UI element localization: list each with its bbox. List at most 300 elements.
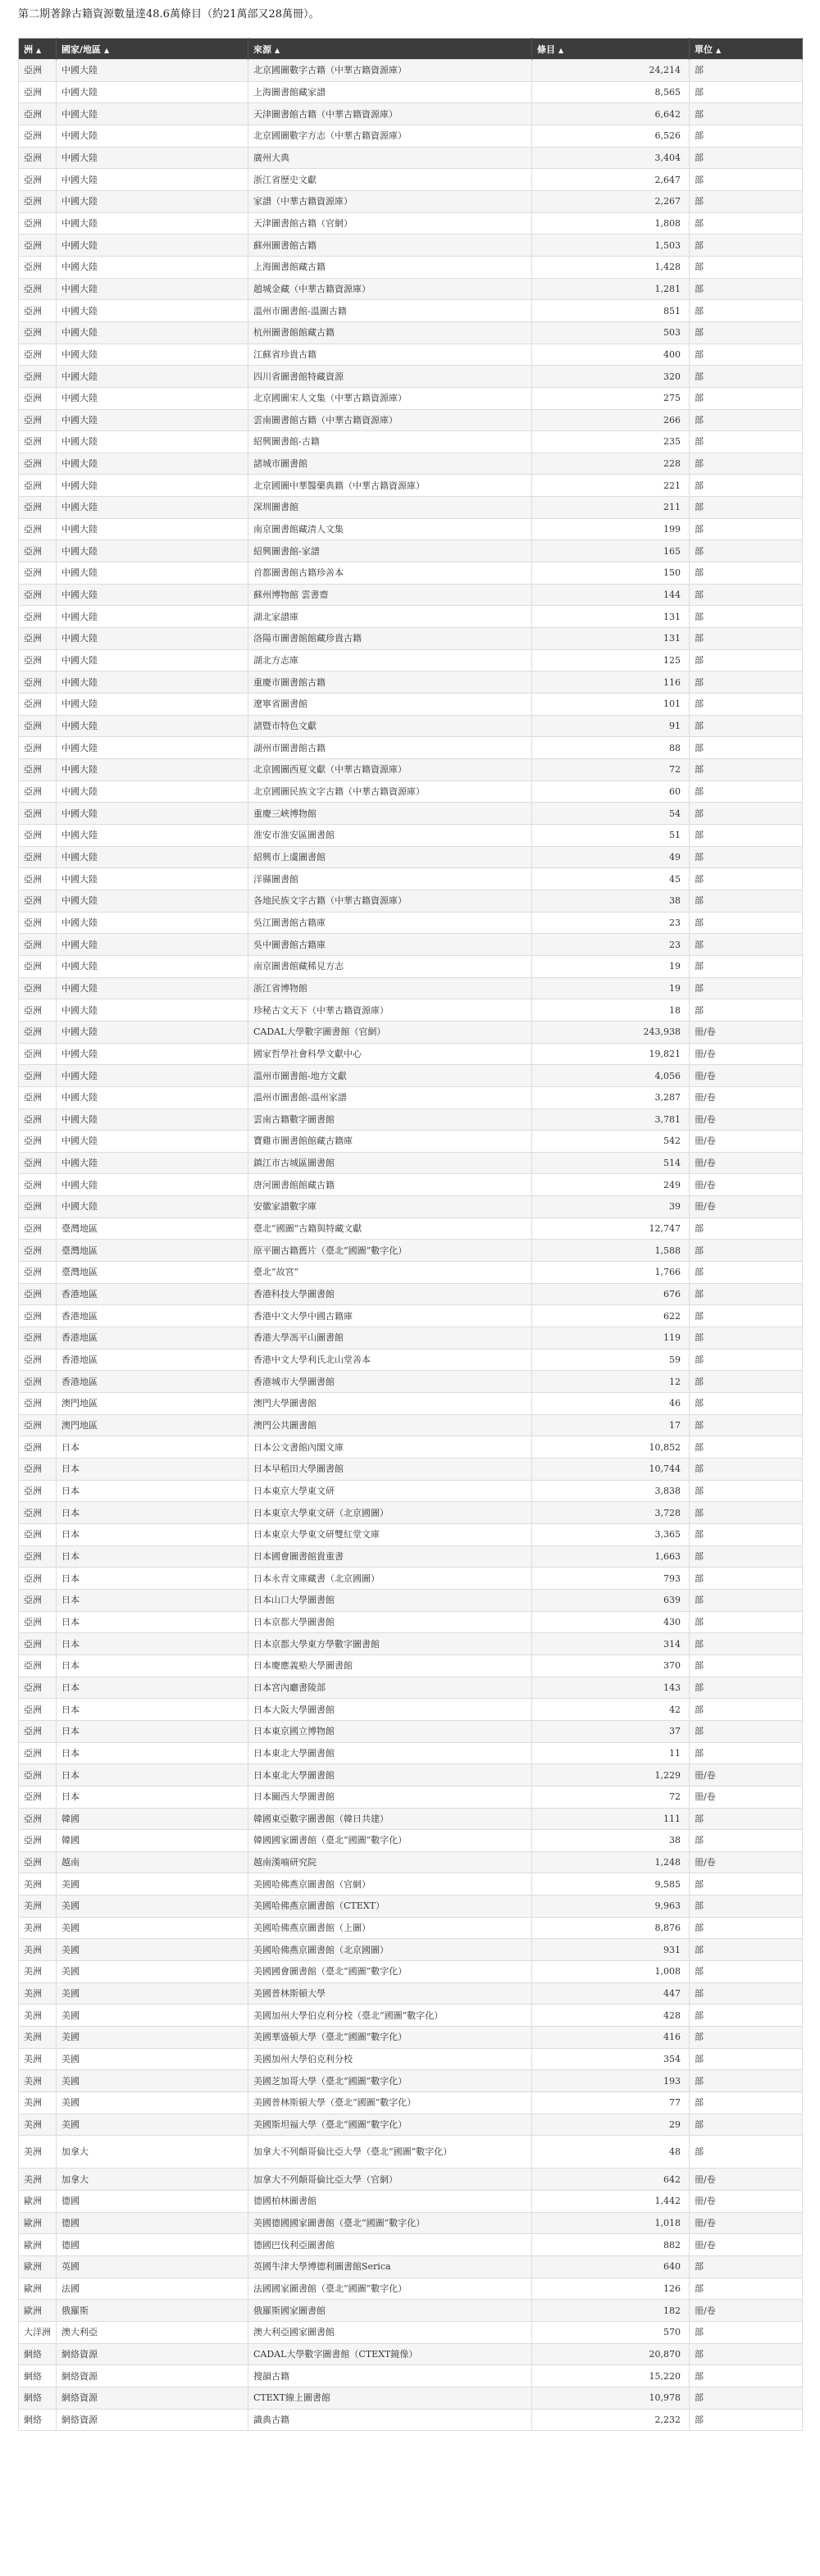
table-row xyxy=(19,2212,803,2234)
table-row xyxy=(19,1196,803,1218)
cell-count: 1,008 xyxy=(532,1961,690,1983)
table-row xyxy=(19,1174,803,1196)
cell-continent: 亞洲 xyxy=(19,1786,57,1808)
cell-region: 中國大陸 xyxy=(57,562,248,585)
cell-region: 美國 xyxy=(57,2114,248,2136)
cell-continent: 亞洲 xyxy=(19,628,57,650)
cell-region: 中國大陸 xyxy=(57,934,248,956)
cell-count: 275 xyxy=(532,387,690,409)
cell-count: 2,232 xyxy=(532,2409,690,2431)
cell-region: 法國 xyxy=(57,2278,248,2300)
cell-unit: 冊/卷 xyxy=(690,1131,803,1153)
cell-unit: 部 xyxy=(690,366,803,388)
cell-unit: 部 xyxy=(690,256,803,278)
table-row xyxy=(19,1786,803,1808)
table-row xyxy=(19,912,803,934)
column-header-count[interactable] xyxy=(532,39,690,60)
column-header-source[interactable] xyxy=(248,39,532,60)
cell-unit: 部 xyxy=(690,125,803,147)
cell-region: 德國 xyxy=(57,2212,248,2234)
table-row xyxy=(19,2092,803,2114)
sort-icon: ▲ xyxy=(104,46,110,54)
cell-unit: 部 xyxy=(690,300,803,322)
cell-count: 6,526 xyxy=(532,125,690,147)
cell-source: 雲南圖書館古籍（中華古籍資源庫） xyxy=(248,409,532,431)
cell-unit: 部 xyxy=(690,781,803,803)
cell-count: 3,728 xyxy=(532,1502,690,1524)
cell-continent: 亞洲 xyxy=(19,1699,57,1721)
table-row xyxy=(19,803,803,825)
cell-continent: 美洲 xyxy=(19,2092,57,2114)
cell-unit: 部 xyxy=(690,1830,803,1852)
cell-unit: 部 xyxy=(690,1480,803,1502)
table-row xyxy=(19,562,803,585)
cell-count: 45 xyxy=(532,868,690,890)
cell-count: 8,876 xyxy=(532,1917,690,1939)
table-row xyxy=(19,366,803,388)
column-header-region[interactable] xyxy=(57,39,248,60)
cell-region: 德國 xyxy=(57,2234,248,2256)
cell-source: 日本慶應義塾大學圖書館 xyxy=(248,1654,532,1677)
cell-count: 9,585 xyxy=(532,1873,690,1896)
sort-icon: ▲ xyxy=(36,46,42,54)
cell-source: 洋縣圖書館 xyxy=(248,868,532,890)
cell-unit: 部 xyxy=(690,2409,803,2431)
cell-unit: 部 xyxy=(690,671,803,694)
cell-continent: 亞洲 xyxy=(19,103,57,125)
cell-source: 湖州市圖書館古籍 xyxy=(248,737,532,759)
cell-source: 重慶市圖書館古籍 xyxy=(248,671,532,694)
cell-unit: 部 xyxy=(690,649,803,671)
cell-count: 249 xyxy=(532,1174,690,1196)
cell-unit: 部 xyxy=(690,846,803,868)
cell-count: 126 xyxy=(532,2278,690,2300)
cell-unit: 部 xyxy=(690,562,803,585)
cell-source: 美國加州大學伯克利分校（臺北“國圖”數字化） xyxy=(248,2005,532,2027)
cell-source: 四川省圖書館特藏資源 xyxy=(248,366,532,388)
cell-source: 浙江省博物館 xyxy=(248,977,532,999)
table-row xyxy=(19,1108,803,1131)
cell-source: 加拿大不列顛哥倫比亞大學（官網） xyxy=(248,2169,532,2191)
cell-region: 澳大利亞 xyxy=(57,2321,248,2343)
cell-source: 日本公文書館內閣文庫 xyxy=(248,1436,532,1459)
table-row xyxy=(19,2005,803,2027)
cell-unit: 部 xyxy=(690,1414,803,1436)
cell-continent: 亞洲 xyxy=(19,694,57,716)
cell-source: 江蘇省珍貴古籍 xyxy=(248,344,532,366)
cell-continent: 亞洲 xyxy=(19,1065,57,1087)
cell-source: 家譜（中華古籍資源庫） xyxy=(248,190,532,212)
cell-count: 37 xyxy=(532,1720,690,1742)
table-row xyxy=(19,1327,803,1349)
cell-continent: 網絡 xyxy=(19,2387,57,2409)
cell-source: 日本東京大學東文研雙紅堂文庫 xyxy=(248,1523,532,1545)
cell-source: 重慶三峽博物館 xyxy=(248,803,532,825)
cell-count: 42 xyxy=(532,1699,690,1721)
cell-region: 日本 xyxy=(57,1786,248,1808)
cell-region: 中國大陸 xyxy=(57,497,248,519)
table-row xyxy=(19,1283,803,1305)
cell-unit: 部 xyxy=(690,2255,803,2278)
cell-region: 德國 xyxy=(57,2191,248,2213)
cell-region: 中國大陸 xyxy=(57,955,248,977)
cell-unit: 部 xyxy=(690,1808,803,1830)
cell-region: 中國大陸 xyxy=(57,321,248,344)
cell-unit: 冊/卷 xyxy=(690,1851,803,1873)
cell-source: 珍秘古文天下（中華古籍資源庫） xyxy=(248,999,532,1022)
cell-source: 澳大利亞國家圖書館 xyxy=(248,2321,532,2343)
cell-region: 網絡資源 xyxy=(57,2365,248,2387)
cell-unit: 部 xyxy=(690,1677,803,1699)
table-row xyxy=(19,824,803,846)
cell-continent: 美洲 xyxy=(19,1939,57,1961)
table-row xyxy=(19,453,803,475)
cell-unit: 部 xyxy=(690,1589,803,1611)
sort-icon: ▲ xyxy=(275,46,280,54)
cell-count: 38 xyxy=(532,890,690,912)
table-row xyxy=(19,1480,803,1502)
cell-continent: 亞洲 xyxy=(19,1677,57,1699)
table-row xyxy=(19,1939,803,1961)
cell-unit: 冊/卷 xyxy=(690,1086,803,1108)
cell-count: 125 xyxy=(532,649,690,671)
table-row xyxy=(19,737,803,759)
table-row xyxy=(19,1851,803,1873)
cell-count: 1,229 xyxy=(532,1764,690,1786)
cell-source: 臺北“故宮” xyxy=(248,1262,532,1284)
cell-unit: 冊/卷 xyxy=(690,2234,803,2256)
cell-source: 蘇州博物館 雲書齋 xyxy=(248,584,532,606)
cell-unit: 部 xyxy=(690,890,803,912)
cell-unit: 冊/卷 xyxy=(690,1764,803,1786)
table-row xyxy=(19,584,803,606)
cell-region: 中國大陸 xyxy=(57,1108,248,1131)
cell-count: 8,565 xyxy=(532,81,690,103)
cell-unit: 部 xyxy=(690,1568,803,1590)
cell-source: 北京國圖宋人文集（中華古籍資源庫） xyxy=(248,387,532,409)
cell-source: 北京國圖西夏文獻（中華古籍資源庫） xyxy=(248,759,532,781)
cell-source: 雲南古籍數字圖書館 xyxy=(248,1108,532,1131)
table-row xyxy=(19,234,803,257)
cell-count: 193 xyxy=(532,2070,690,2092)
table-row xyxy=(19,387,803,409)
table-row xyxy=(19,2114,803,2136)
cell-count: 354 xyxy=(532,2048,690,2070)
cell-region: 中國大陸 xyxy=(57,1152,248,1174)
table-row xyxy=(19,1459,803,1481)
cell-region: 加拿大 xyxy=(57,2136,248,2169)
cell-source: 美國哈佛燕京圖書館（北京國圖） xyxy=(248,1939,532,1961)
cell-continent: 亞洲 xyxy=(19,1720,57,1742)
cell-continent: 亞洲 xyxy=(19,584,57,606)
table-row xyxy=(19,2070,803,2092)
cell-count: 400 xyxy=(532,344,690,366)
cell-count: 6,642 xyxy=(532,103,690,125)
table-row xyxy=(19,169,803,191)
table-row xyxy=(19,1982,803,2005)
cell-count: 639 xyxy=(532,1589,690,1611)
table-row xyxy=(19,628,803,650)
cell-continent: 美洲 xyxy=(19,2114,57,2136)
cell-region: 美國 xyxy=(57,1873,248,1896)
cell-source: 美國普林斯頓大學 xyxy=(248,1982,532,2005)
cell-region: 中國大陸 xyxy=(57,977,248,999)
cell-continent: 亞洲 xyxy=(19,1349,57,1371)
cell-count: 10,744 xyxy=(532,1459,690,1481)
cell-region: 中國大陸 xyxy=(57,737,248,759)
cell-unit: 部 xyxy=(690,1262,803,1284)
table-row xyxy=(19,1896,803,1918)
cell-unit: 部 xyxy=(690,1720,803,1742)
cell-count: 72 xyxy=(532,1786,690,1808)
cell-region: 中國大陸 xyxy=(57,212,248,234)
cell-unit: 部 xyxy=(690,1371,803,1393)
cell-source: 日本東京大學東文研 xyxy=(248,1480,532,1502)
cell-continent: 亞洲 xyxy=(19,671,57,694)
cell-region: 中國大陸 xyxy=(57,103,248,125)
cell-region: 中國大陸 xyxy=(57,584,248,606)
cell-unit: 部 xyxy=(690,497,803,519)
cell-region: 中國大陸 xyxy=(57,1021,248,1043)
cell-continent: 亞洲 xyxy=(19,1152,57,1174)
cell-unit: 部 xyxy=(690,2005,803,2027)
table-row xyxy=(19,2300,803,2322)
cell-unit: 部 xyxy=(690,1459,803,1481)
cell-region: 網絡資源 xyxy=(57,2343,248,2365)
column-header-continent[interactable] xyxy=(19,39,57,60)
table-row xyxy=(19,2365,803,2387)
cell-count: 101 xyxy=(532,694,690,716)
cell-region: 中國大陸 xyxy=(57,1043,248,1065)
cell-count: 116 xyxy=(532,671,690,694)
cell-source: 溫州市圖書館-溫圖古籍 xyxy=(248,300,532,322)
cell-continent: 亞洲 xyxy=(19,1174,57,1196)
column-header-label: 來源 xyxy=(253,43,271,55)
cell-count: 23 xyxy=(532,912,690,934)
cell-unit: 部 xyxy=(690,1873,803,1896)
cell-source: 日本早稻田大學圖書館 xyxy=(248,1459,532,1481)
cell-region: 中國大陸 xyxy=(57,628,248,650)
cell-count: 3,365 xyxy=(532,1523,690,1545)
cell-source: 識典古籍 xyxy=(248,2409,532,2431)
cell-continent: 亞洲 xyxy=(19,1371,57,1393)
cell-count: 1,808 xyxy=(532,212,690,234)
cell-region: 中國大陸 xyxy=(57,234,248,257)
table-row xyxy=(19,781,803,803)
table-row xyxy=(19,1436,803,1459)
table-row xyxy=(19,431,803,453)
cell-unit: 部 xyxy=(690,737,803,759)
cell-region: 中國大陸 xyxy=(57,540,248,562)
cell-continent: 亞洲 xyxy=(19,868,57,890)
cell-continent: 亞洲 xyxy=(19,562,57,585)
table-row xyxy=(19,1699,803,1721)
cell-region: 香港地區 xyxy=(57,1305,248,1327)
cell-source: 澳門公共圖書館 xyxy=(248,1414,532,1436)
cell-continent: 亞洲 xyxy=(19,453,57,475)
table-row xyxy=(19,955,803,977)
cell-source: 日本京都大學東方學數字圖書館 xyxy=(248,1633,532,1655)
cell-unit: 冊/卷 xyxy=(690,1786,803,1808)
cell-unit: 部 xyxy=(690,694,803,716)
cell-unit: 冊/卷 xyxy=(690,1065,803,1087)
cell-count: 931 xyxy=(532,1939,690,1961)
table-row xyxy=(19,1065,803,1087)
cell-unit: 部 xyxy=(690,999,803,1022)
table-row xyxy=(19,2321,803,2343)
cell-continent: 亞洲 xyxy=(19,1808,57,1830)
cell-unit: 部 xyxy=(690,540,803,562)
cell-region: 日本 xyxy=(57,1699,248,1721)
table-row xyxy=(19,103,803,125)
cell-continent: 亞洲 xyxy=(19,387,57,409)
cell-continent: 亞洲 xyxy=(19,1305,57,1327)
cell-continent: 亞洲 xyxy=(19,1545,57,1568)
cell-count: 77 xyxy=(532,2092,690,2114)
cell-count: 131 xyxy=(532,606,690,628)
cell-count: 447 xyxy=(532,1982,690,2005)
cell-region: 美國 xyxy=(57,2027,248,2049)
cell-source: 香港大學馮平山圖書館 xyxy=(248,1327,532,1349)
cell-unit: 部 xyxy=(690,2387,803,2409)
cell-count: 570 xyxy=(532,2321,690,2343)
cell-region: 美國 xyxy=(57,2070,248,2092)
cell-continent: 亞洲 xyxy=(19,1262,57,1284)
table-row xyxy=(19,1545,803,1568)
table-row xyxy=(19,868,803,890)
cell-unit: 部 xyxy=(690,1742,803,1764)
cell-count: 640 xyxy=(532,2255,690,2278)
cell-region: 臺灣地區 xyxy=(57,1240,248,1262)
cell-count: 119 xyxy=(532,1327,690,1349)
cell-count: 266 xyxy=(532,409,690,431)
cell-source: 溫州市圖書館-地方文獻 xyxy=(248,1065,532,1087)
cell-count: 3,287 xyxy=(532,1086,690,1108)
cell-continent: 亞洲 xyxy=(19,256,57,278)
table-row xyxy=(19,1240,803,1262)
cell-count: 2,647 xyxy=(532,169,690,191)
table-row xyxy=(19,2255,803,2278)
cell-region: 俄羅斯 xyxy=(57,2300,248,2322)
cell-continent: 亞洲 xyxy=(19,1633,57,1655)
cell-count: 38 xyxy=(532,1830,690,1852)
cell-source: 日本永青文庫藏書（北京國圖） xyxy=(248,1568,532,1590)
cell-region: 日本 xyxy=(57,1436,248,1459)
cell-count: 1,248 xyxy=(532,1851,690,1873)
cell-continent: 亞洲 xyxy=(19,147,57,169)
cell-region: 中國大陸 xyxy=(57,912,248,934)
cell-count: 199 xyxy=(532,518,690,540)
cell-source: 南京圖書館藏稀見方志 xyxy=(248,955,532,977)
cell-unit: 部 xyxy=(690,977,803,999)
cell-continent: 亞洲 xyxy=(19,300,57,322)
table-row xyxy=(19,671,803,694)
cell-unit: 部 xyxy=(690,190,803,212)
cell-count: 15,220 xyxy=(532,2365,690,2387)
cell-source: 唐河圖書館館藏古籍 xyxy=(248,1174,532,1196)
cell-count: 514 xyxy=(532,1152,690,1174)
cell-region: 中國大陸 xyxy=(57,300,248,322)
cell-unit: 部 xyxy=(690,475,803,497)
table-row xyxy=(19,1654,803,1677)
cell-region: 中國大陸 xyxy=(57,60,248,82)
cell-source: 首都圖書館古籍珍善本 xyxy=(248,562,532,585)
column-header-unit[interactable] xyxy=(690,39,803,60)
cell-continent: 網絡 xyxy=(19,2365,57,2387)
table-row xyxy=(19,475,803,497)
table-row xyxy=(19,212,803,234)
cell-source: 鎮江市古城區圖書館 xyxy=(248,1152,532,1174)
cell-continent: 亞洲 xyxy=(19,431,57,453)
cell-source: 湖北方志庫 xyxy=(248,649,532,671)
cell-unit: 部 xyxy=(690,1240,803,1262)
cell-unit: 部 xyxy=(690,147,803,169)
cell-source: 美國國會圖書館（臺北“國圖”數字化） xyxy=(248,1961,532,1983)
cell-continent: 歐洲 xyxy=(19,2212,57,2234)
cell-count: 9,963 xyxy=(532,1896,690,1918)
cell-source: 日本山口大學圖書館 xyxy=(248,1589,532,1611)
cell-count: 4,056 xyxy=(532,1065,690,1087)
cell-region: 中國大陸 xyxy=(57,759,248,781)
table-row xyxy=(19,2169,803,2191)
table-row xyxy=(19,147,803,169)
cell-unit: 部 xyxy=(690,2321,803,2343)
cell-continent: 亞洲 xyxy=(19,1851,57,1873)
cell-count: 211 xyxy=(532,497,690,519)
cell-continent: 亞洲 xyxy=(19,212,57,234)
cell-region: 網絡資源 xyxy=(57,2409,248,2431)
cell-continent: 亞洲 xyxy=(19,1502,57,1524)
sort-icon: ▲ xyxy=(558,46,564,54)
cell-continent: 亞洲 xyxy=(19,1283,57,1305)
cell-region: 香港地區 xyxy=(57,1283,248,1305)
cell-continent: 亞洲 xyxy=(19,540,57,562)
cell-region: 臺灣地區 xyxy=(57,1262,248,1284)
table-row xyxy=(19,1086,803,1108)
cell-count: 19,821 xyxy=(532,1043,690,1065)
cell-source: 美國普林斯頓大學（臺北“國圖”數字化） xyxy=(248,2092,532,2114)
cell-region: 網絡資源 xyxy=(57,2387,248,2409)
cell-source: 臺北“國圖”古籍與特藏文獻 xyxy=(248,1217,532,1240)
table-row xyxy=(19,1742,803,1764)
cell-continent: 亞洲 xyxy=(19,1131,57,1153)
table-row xyxy=(19,409,803,431)
cell-unit: 部 xyxy=(690,81,803,103)
cell-unit: 部 xyxy=(690,1699,803,1721)
sort-icon: ▲ xyxy=(716,46,722,54)
cell-continent: 亞洲 xyxy=(19,1589,57,1611)
table-row xyxy=(19,300,803,322)
cell-unit: 冊/卷 xyxy=(690,1021,803,1043)
cell-count: 17 xyxy=(532,1414,690,1436)
cell-count: 416 xyxy=(532,2027,690,2049)
cell-source: 杭州圖書館館藏古籍 xyxy=(248,321,532,344)
resource-table xyxy=(18,38,803,2431)
cell-region: 日本 xyxy=(57,1545,248,1568)
cell-region: 澳門地區 xyxy=(57,1393,248,1415)
table-row xyxy=(19,694,803,716)
cell-continent: 亞洲 xyxy=(19,1108,57,1131)
cell-region: 中國大陸 xyxy=(57,868,248,890)
cell-source: 德國巴伐利亞圖書館 xyxy=(248,2234,532,2256)
cell-region: 日本 xyxy=(57,1502,248,1524)
cell-source: 英國牛津大學博德利圖書館Serica xyxy=(248,2255,532,2278)
cell-continent: 亞洲 xyxy=(19,1480,57,1502)
cell-region: 日本 xyxy=(57,1654,248,1677)
cell-continent: 亞洲 xyxy=(19,759,57,781)
cell-count: 428 xyxy=(532,2005,690,2027)
cell-unit: 部 xyxy=(690,584,803,606)
